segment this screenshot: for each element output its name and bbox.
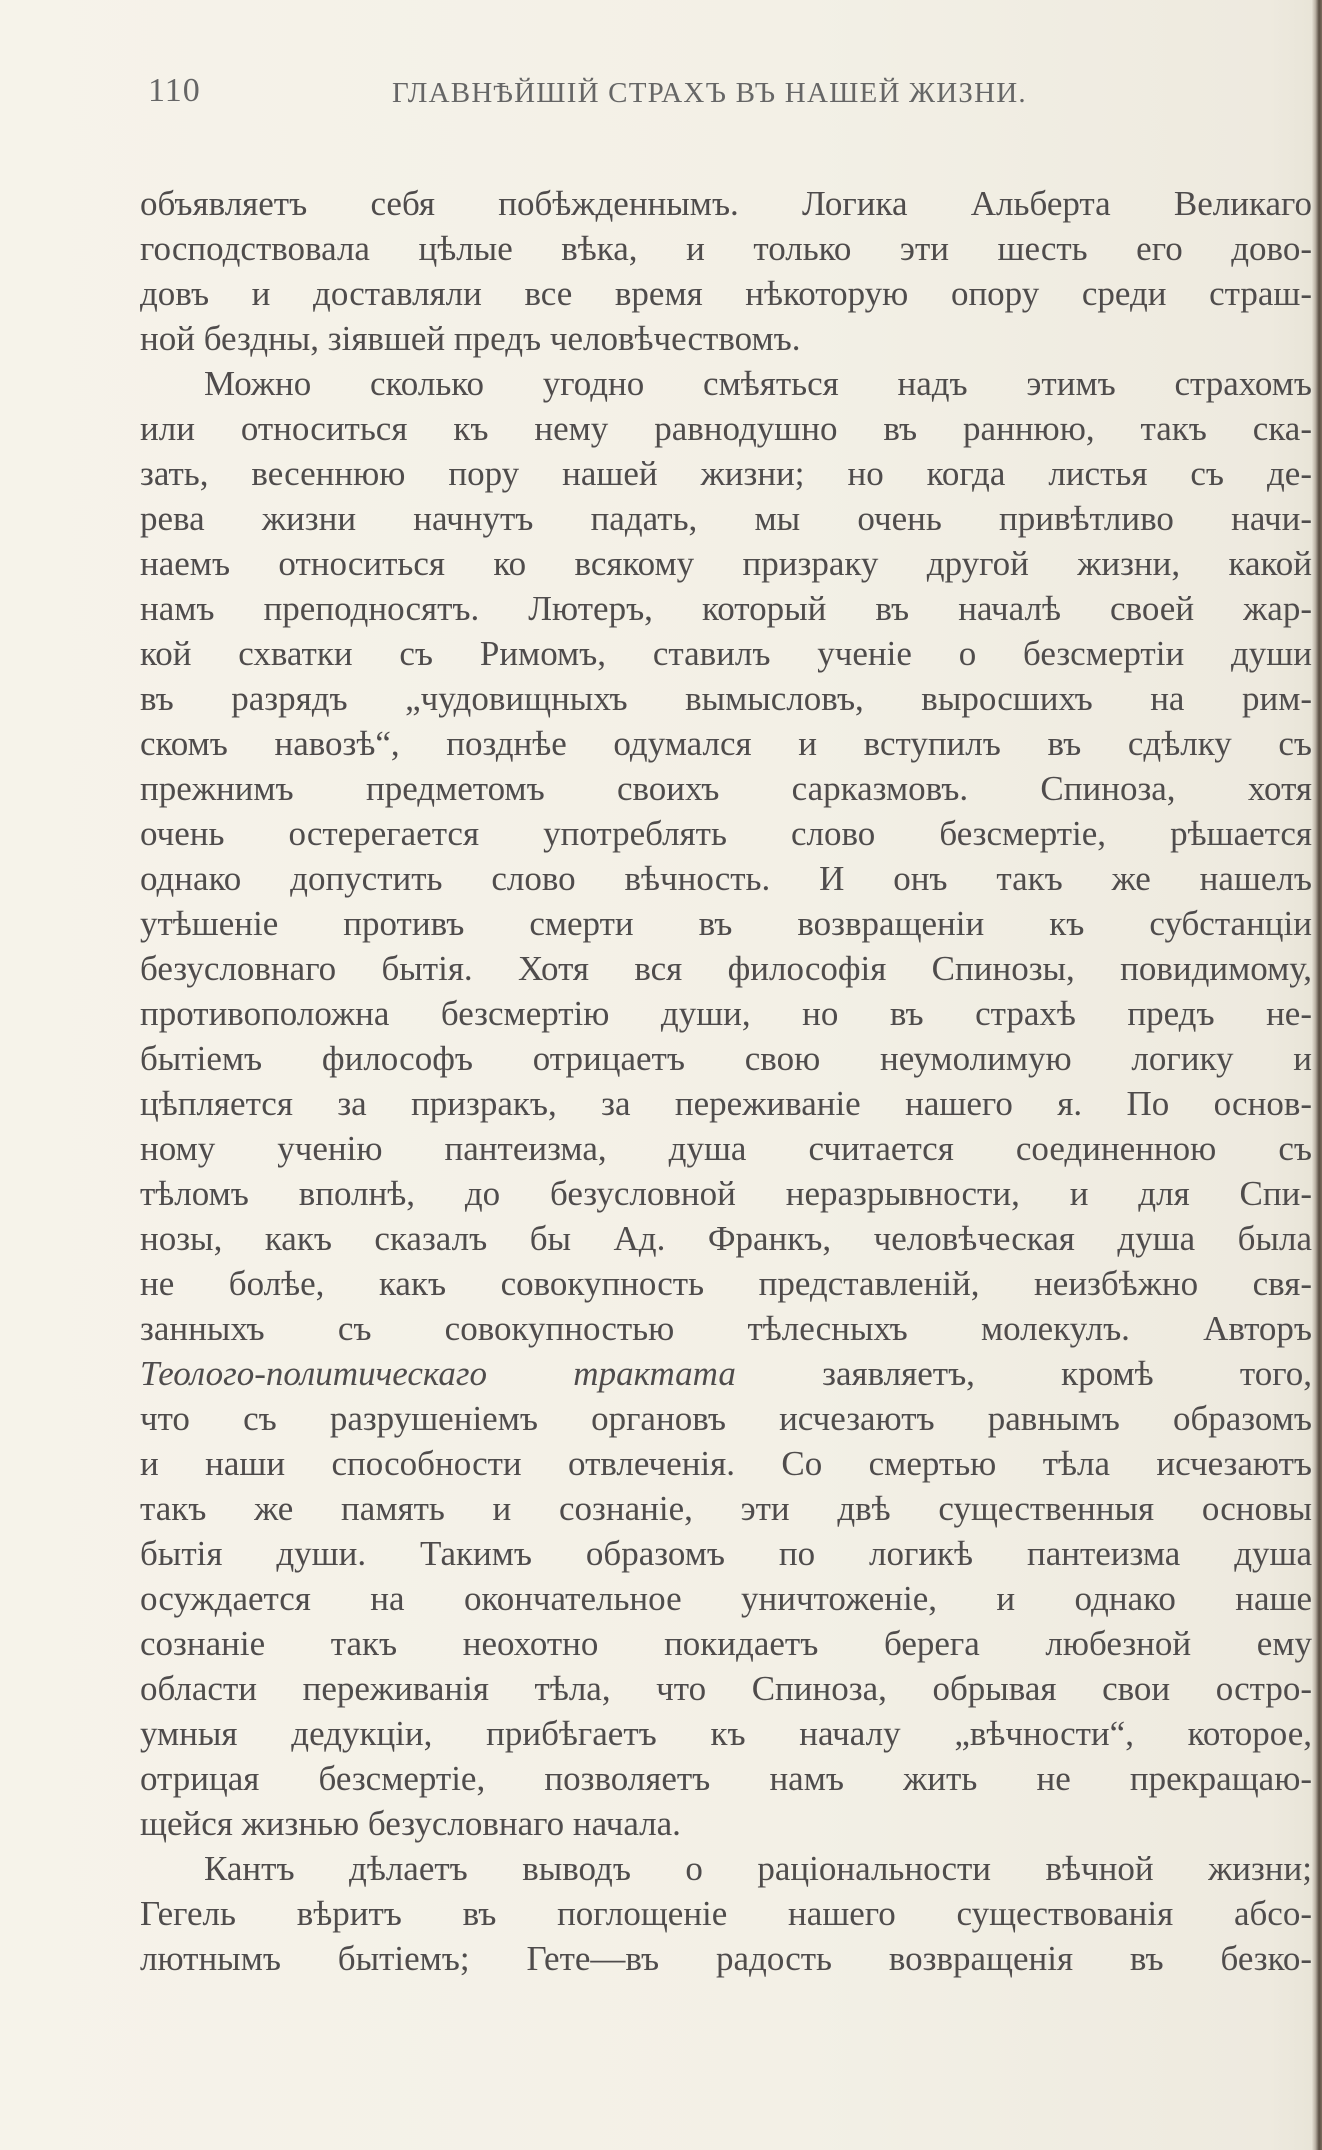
italic-title: Теолого-политическаго трактата xyxy=(140,1354,736,1393)
text-line: и наши способности отвлеченія. Со смертью тѣла исчезаютъ xyxy=(140,1444,1312,1483)
text-line: наемъ относиться ко всякому призраку другой жизни, какой xyxy=(140,544,1312,583)
text-line: сознаніе такъ неохотно покидаетъ берега любезной ему xyxy=(140,1624,1312,1663)
text-line: однако допустить слово вѣчность. И онъ такъ же нашелъ xyxy=(140,859,1312,898)
page-number: 110 xyxy=(148,72,201,109)
text-line: умныя дедукціи, прибѣгаетъ къ началу „вѣчности“, которое, xyxy=(140,1714,1312,1753)
text-line: нозы, какъ сказалъ бы Ад. Франкъ, человѣческая душа была xyxy=(140,1219,1312,1258)
text-line: рева жизни начнутъ падать, мы очень привѣтливо начи- xyxy=(140,499,1312,538)
text-line: области переживанія тѣла, что Спиноза, обрывая свои остро- xyxy=(140,1669,1312,1708)
text-line: Можно сколько угодно смѣяться надъ этимъ страхомъ xyxy=(204,364,1312,403)
text-line: щейся жизнью безусловнаго начала. xyxy=(140,1804,681,1843)
text-line: не болѣе, какъ совокупность представленій, неизбѣжно свя- xyxy=(140,1264,1312,1303)
text-line: утѣшеніе противъ смерти въ возвращеніи къ субстанціи xyxy=(140,904,1312,943)
text-line: занныхъ съ совокупностью тѣлесныхъ молекулъ. Авторъ xyxy=(140,1309,1312,1348)
text-line: въ разрядъ „чудовищныхъ вымысловъ, выросшихъ на рим- xyxy=(140,679,1312,718)
text-line: лютнымъ бытіемъ; Гете—въ радость возвращенія въ безко- xyxy=(140,1939,1312,1978)
text-line: Гегель вѣритъ въ поглощеніе нашего существованія абсо- xyxy=(140,1894,1312,1933)
text-line: намъ преподносятъ. Лютеръ, который въ началѣ своей жар- xyxy=(140,589,1312,628)
text-line: господствовала цѣлые вѣка, и только эти шесть его дово- xyxy=(140,229,1312,268)
text-line: довъ и доставляли все время нѣкоторую опору среди страш- xyxy=(140,274,1312,313)
text-line: безусловнаго бытія. Хотя вся философія Спинозы, повидимому, xyxy=(140,949,1312,988)
text-line: такъ же память и сознаніе, эти двѣ существенныя основы xyxy=(140,1489,1312,1528)
text-line: цѣпляется за призракъ, за переживаніе нашего я. По основ- xyxy=(140,1084,1312,1123)
italic-line-continuation: заявляетъ, кромѣ того, xyxy=(735,1354,1312,1393)
text-line: прежнимъ предметомъ своихъ сарказмовъ. Спиноза, хотя xyxy=(140,769,1312,808)
text-line: что съ разрушеніемъ органовъ исчезаютъ равнымъ образомъ xyxy=(140,1399,1312,1438)
text-line: или относиться къ нему равнодушно въ раннюю, такъ ска- xyxy=(140,409,1312,448)
text-line: объявляетъ себя побѣжденнымъ. Логика Альберта Великаго xyxy=(140,184,1312,223)
body-text xyxy=(140,181,1312,1981)
text-line: ному ученію пантеизма, душа считается соединенною съ xyxy=(140,1129,1312,1168)
text-line: скомъ навозѣ“, позднѣе одумался и вступилъ въ сдѣлку съ xyxy=(140,724,1312,763)
text-line: бытіемъ философъ отрицаетъ свою неумолимую логику и xyxy=(140,1039,1312,1078)
running-head: ГЛАВНѢЙШІЙ СТРАХЪ ВЪ НАШЕЙ ЖИЗНИ. xyxy=(392,77,1027,109)
text-line: зать, весеннюю пору нашей жизни; но когда листья съ де- xyxy=(140,454,1312,493)
text-line: ной бездны, зіявшей предъ человѣчествомъ. xyxy=(140,319,801,358)
text-line: Кантъ дѣлаетъ выводъ о раціональности вѣчной жизни; xyxy=(204,1849,1312,1888)
page-edge xyxy=(1312,0,1322,2150)
text-line-with-italic xyxy=(140,1351,1312,1396)
text-line: кой схватки съ Римомъ, ставилъ ученіе о безсмертіи души xyxy=(140,634,1312,673)
page-header xyxy=(140,72,1312,122)
text-line: отрицая безсмертіе, позволяетъ намъ жить не прекращаю- xyxy=(140,1759,1312,1798)
text-line: бытія души. Такимъ образомъ по логикѣ пантеизма душа xyxy=(140,1534,1312,1573)
text-line: противоположна безсмертію души, но въ страхѣ предъ не- xyxy=(140,994,1312,1033)
text-line: очень остерегается употреблять слово безсмертіе, рѣшается xyxy=(140,814,1312,853)
text-line: осуждается на окончательное уничтоженіе, и однако наше xyxy=(140,1579,1312,1618)
text-line: тѣломъ вполнѣ, до безусловной неразрывности, и для Спи- xyxy=(140,1174,1312,1213)
